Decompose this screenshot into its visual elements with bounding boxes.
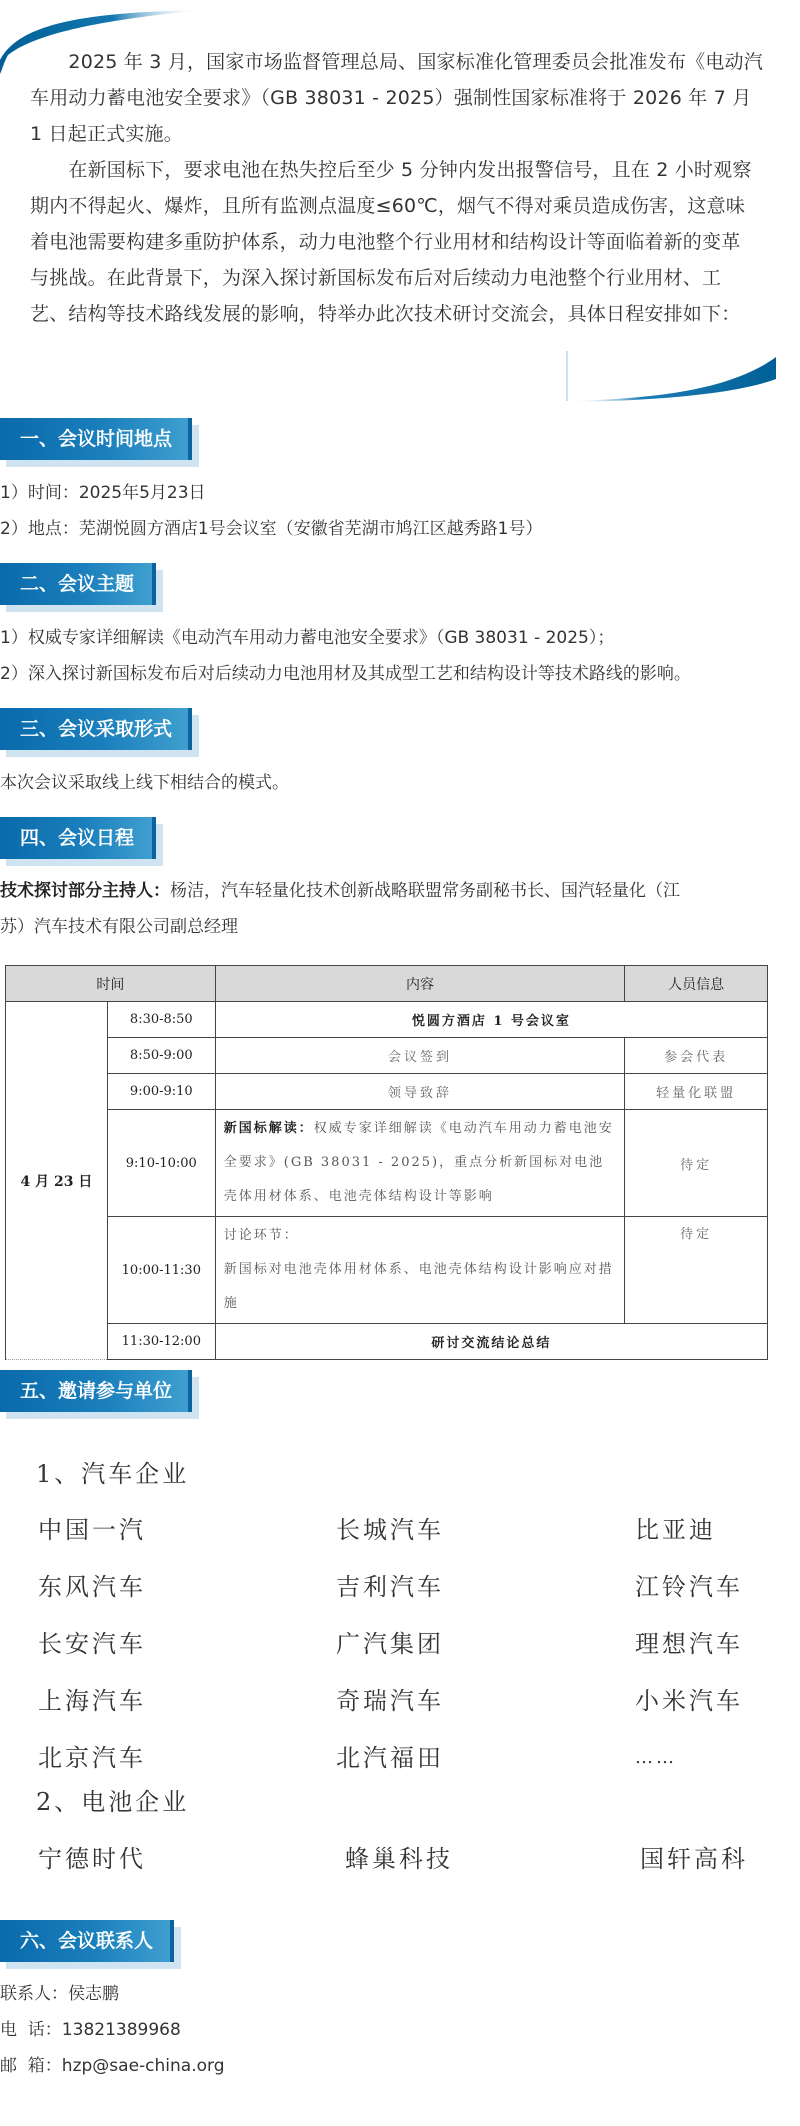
theme-item: 1）权威专家详细解读《电动汽车用动力蓄电池安全要求》（GB 38031 - 2025）； (0, 628, 615, 648)
section-title: 一、会议时间地点 (20, 428, 173, 450)
host-line-continued: 苏）汽车技术有限公司副总经理 (0, 917, 238, 937)
section-title: 四、会议日程 (20, 827, 135, 849)
section-title: 六、会议联系人 (20, 1930, 154, 1952)
table-row (6, 1038, 768, 1074)
contact-phone: 电 话：13821389968 (0, 2020, 181, 2040)
intro-line: 与挑战。在此背景下，为深入探讨新国标发布后对后续动力电池整个行业用材、工 (30, 267, 722, 289)
section-heading-invited-units (0, 1370, 192, 1412)
contact-person: 联系人：侯志鹏 (0, 1984, 119, 2004)
company-name: 比亚迪 (635, 1516, 716, 1544)
content-cell: 会议签到 (215, 1038, 624, 1074)
section-title: 五、邀请参与单位 (20, 1380, 173, 1402)
info-cell: 待定 (625, 1110, 768, 1217)
table-row (6, 1074, 768, 1110)
format-text: 本次会议采取线上线下相结合的模式。 (0, 773, 289, 793)
contact-email[interactable]: 邮 箱：hzp@sae-china.org (0, 2056, 225, 2076)
company-name: 国轩高科 (640, 1845, 748, 1873)
content-cell: 研讨交流结论总结 (215, 1324, 767, 1360)
company-name: 长安汽车 (38, 1630, 146, 1658)
company-name: 小米汽车 (635, 1687, 743, 1715)
meeting-time: 1）时间：2025年5月23日 (0, 483, 206, 503)
intro-line: 期内不得起火、爆炸，且所有监测点温度≤60℃，烟气不得对乘员造成伤害，这意味 (30, 195, 746, 217)
content-text: 权威专家详细解读《电动汽车用动力蓄电池安全要求》(GB 38031 - 2025)，重点分析新国标对电池壳体用材体系、电池壳体结构设计等影响 (223, 1121, 614, 1204)
header-time: 时间 (6, 966, 216, 1002)
section-heading-theme (0, 563, 156, 605)
content-cell: 领导致辞 (215, 1074, 624, 1110)
time-cell: 10:00-11:30 (107, 1217, 215, 1324)
battery-companies-heading: 2、电池企业 (36, 1788, 190, 1816)
company-name: 中国一汽 (38, 1516, 146, 1544)
time-cell: 9:10-10:00 (107, 1110, 215, 1217)
company-name: 蜂巢科技 (345, 1845, 453, 1873)
content-cell: 悦圆方酒店 1 号会议室 (215, 1002, 767, 1038)
intro-line: 着电池需要构建多重防护体系，动力电池整个行业用材和结构设计等面临着新的变革 (30, 231, 741, 253)
table-header-row (6, 966, 768, 1002)
content-title: 讨论环节： (223, 1228, 299, 1243)
company-name: 理想汽车 (635, 1630, 743, 1658)
time-cell: 9:00-9:10 (107, 1074, 215, 1110)
agenda-table (5, 965, 768, 1360)
agenda-date: 4 月 23 日 (6, 1002, 108, 1360)
section-heading-agenda (0, 817, 156, 859)
intro-line: 2025 年 3 月，国家市场监督管理总局、国家标准化管理委员会批准发布《电动汽 (30, 51, 763, 73)
intro-line: 在新国标下，要求电池在热失控后至少 5 分钟内发出报警信号，且在 2 小时观察 (30, 159, 752, 181)
section-heading-contact (0, 1920, 174, 1962)
table-row (6, 1217, 768, 1324)
time-cell: 8:30-8:50 (107, 1002, 215, 1038)
company-name: 北京汽车 (38, 1744, 146, 1772)
info-cell: 轻量化联盟 (625, 1074, 768, 1110)
content-cell (215, 1217, 624, 1324)
content-bold-prefix: 新国标解读： (223, 1121, 314, 1136)
company-name: 长城汽车 (336, 1516, 444, 1544)
section-title: 二、会议主题 (20, 573, 135, 595)
section-heading-time-location (0, 418, 192, 460)
host-label: 技术探讨部分主持人： (0, 881, 170, 901)
auto-companies-heading: 1、汽车企业 (36, 1460, 190, 1488)
header-info: 人员信息 (625, 966, 768, 1002)
intro-line: 艺、结构等技术路线发展的影响，特举办此次技术研讨交流会，具体日程安排如下： (30, 303, 741, 325)
company-name: 宁德时代 (38, 1845, 146, 1873)
company-name: 江铃汽车 (635, 1573, 743, 1601)
content-text: 新国标对电池壳体用材体系、电池壳体结构设计影响应对措施 (223, 1262, 614, 1311)
section-heading-format (0, 708, 192, 750)
table-row (6, 1324, 768, 1360)
company-name: 奇瑞汽车 (336, 1687, 444, 1715)
ellipsis: …… (635, 1747, 677, 1768)
company-name: 吉利汽车 (336, 1573, 444, 1601)
table-row (6, 1002, 768, 1038)
header-content: 内容 (215, 966, 624, 1002)
company-name: 广汽集团 (336, 1630, 444, 1658)
info-cell: 参会代表 (625, 1038, 768, 1074)
table-row (6, 1110, 768, 1217)
time-cell: 8:50-9:00 (107, 1038, 215, 1074)
company-name: 东风汽车 (38, 1573, 146, 1601)
intro-line: 1 日起正式实施。 (30, 123, 183, 145)
bottom-swoosh-decoration (560, 345, 780, 410)
time-cell: 11:30-12:00 (107, 1324, 215, 1360)
company-name: 北汽福田 (336, 1744, 444, 1772)
meeting-location: 2）地点：芜湖悦圆方酒店1号会议室（安徽省芜湖市鸠江区越秀路1号） (0, 519, 543, 539)
section-title: 三、会议采取形式 (20, 718, 173, 740)
intro-line: 车用动力蓄电池安全要求》（GB 38031 - 2025）强制性国家标准将于 2026 年 7 月 (30, 87, 752, 109)
theme-item: 2）深入探讨新国标发布后对后续动力电池用材及其成型工艺和结构设计等技术路线的影响。 (0, 664, 691, 684)
content-cell (215, 1110, 624, 1217)
host-info: 杨洁，汽车轻量化技术创新战略联盟常务副秘书长、国汽轻量化（江 (170, 881, 680, 901)
company-name: 上海汽车 (38, 1687, 146, 1715)
info-cell: 待定 (625, 1217, 768, 1324)
host-line (0, 877, 680, 905)
